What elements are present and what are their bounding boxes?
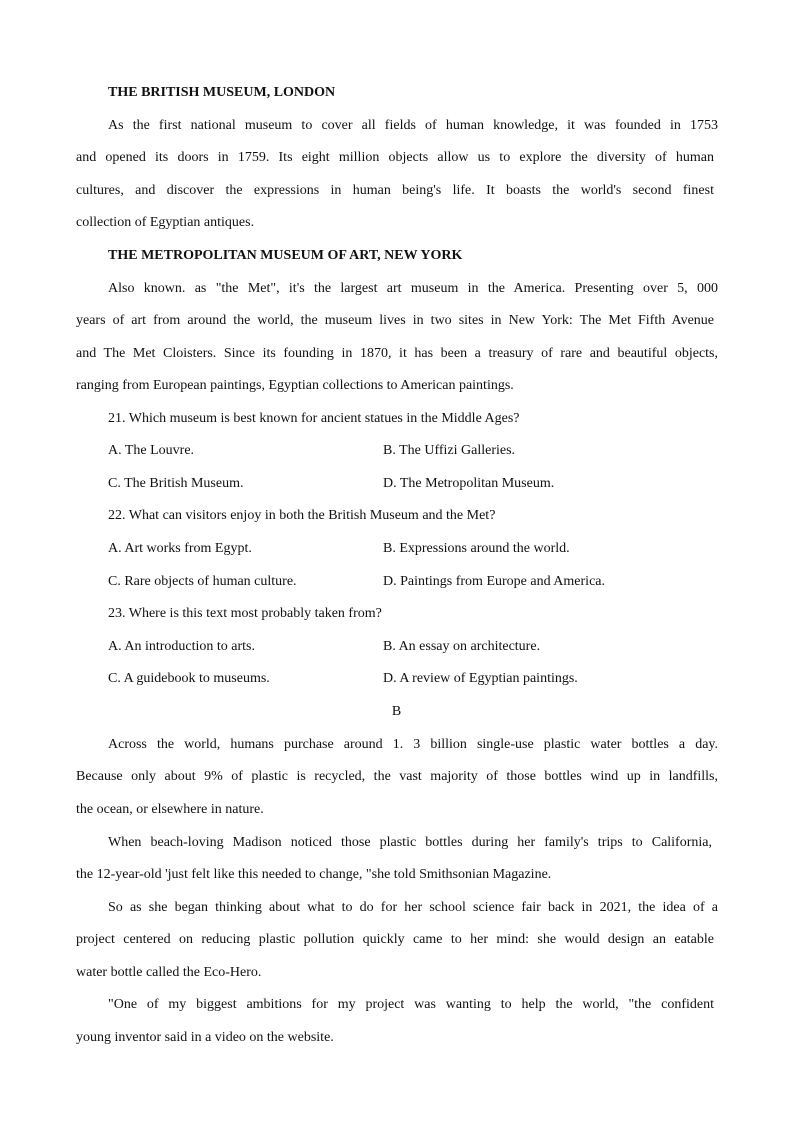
para-b1-line-3: the ocean, or elsewhere in nature. [76, 802, 264, 817]
question-22-stem: 22. What can visitors enjoy in both the British Museum and the Met? [108, 508, 496, 523]
para-met-line-1: Also known. as "the Met", it's the largest art museum in the America. Presenting over 5, 000 [108, 281, 718, 296]
para-b1-line-1: Across the world, humans purchase around 1. 3 billion single-use plastic water bottles a day. [108, 737, 718, 752]
question-21-stem: 21. Which museum is best known for ancient statues in the Middle Ages? [108, 411, 520, 426]
question-22-option-a: A. Art works from Egypt. [108, 541, 252, 556]
question-23-option-d: D. A review of Egyptian paintings. [383, 671, 578, 686]
question-23-option-c: C. A guidebook to museums. [108, 671, 270, 686]
para-british-line-1: As the first national museum to cover all fields of human knowledge, it was founded in 1753 [108, 118, 718, 133]
question-22-option-d: D. Paintings from Europe and America. [383, 574, 606, 589]
question-22-option-c: C. Rare objects of human culture. [108, 574, 297, 589]
para-b4-line-2: young inventor said in a video on the website. [76, 1030, 334, 1045]
para-met-line-2: years of art from around the world, the museum lives in two sites in New York: The Met Fifth Avenue [76, 313, 714, 328]
para-met-line-3: and The Met Cloisters. Since its founding in 1870, it has been a treasury of rare and beautiful objects, [76, 346, 718, 361]
question-22-option-b: B. Expressions around the world. [383, 541, 570, 556]
para-b3-line-2: project centered on reducing plastic pollution quickly came to her mind: she would design an eatable [76, 932, 714, 947]
para-british-line-2: and opened its doors in 1759. Its eight million objects allow us to explore the diversity of human [76, 150, 714, 165]
para-b2-line-1: When beach-loving Madison noticed those plastic bottles during her family's trips to California, [108, 835, 712, 850]
question-23-option-b: B. An essay on architecture. [383, 639, 541, 654]
para-b2-line-2: the 12-year-old 'just felt like this needed to change, "she told Smithsonian Magazine. [76, 867, 552, 882]
para-british-line-3: cultures, and discover the expressions in human being's life. It boasts the world's second finest [76, 183, 714, 198]
para-b3-line-1: So as she began thinking about what to do for her school science fair back in 2021, the idea of a [108, 900, 718, 915]
section-b-label: B [391, 704, 402, 719]
question-23-stem: 23. Where is this text most probably taken from? [108, 606, 382, 621]
heading-met-museum: THE METROPOLITAN MUSEUM OF ART, NEW YORK [108, 248, 463, 263]
heading-british-museum: THE BRITISH MUSEUM, LONDON [108, 85, 336, 100]
para-b1-line-2: Because only about 9% of plastic is recycled, the vast majority of those bottles wind up in landfills, [76, 769, 718, 784]
question-23-option-a: A. An introduction to arts. [108, 639, 255, 654]
para-british-line-4: collection of Egyptian antiques. [76, 215, 255, 230]
question-21-option-d: D. The Metropolitan Museum. [383, 476, 555, 491]
para-b4-line-1: "One of my biggest ambitions for my project was wanting to help the world, "the confident [108, 997, 714, 1012]
para-b3-line-3: water bottle called the Eco-Hero. [76, 965, 262, 980]
question-21-option-a: A. The Louvre. [108, 443, 195, 458]
para-met-line-4: ranging from European paintings, Egyptian collections to American paintings. [76, 378, 514, 393]
question-21-option-c: C. The British Museum. [108, 476, 244, 491]
question-21-option-b: B. The Uffizi Galleries. [383, 443, 516, 458]
